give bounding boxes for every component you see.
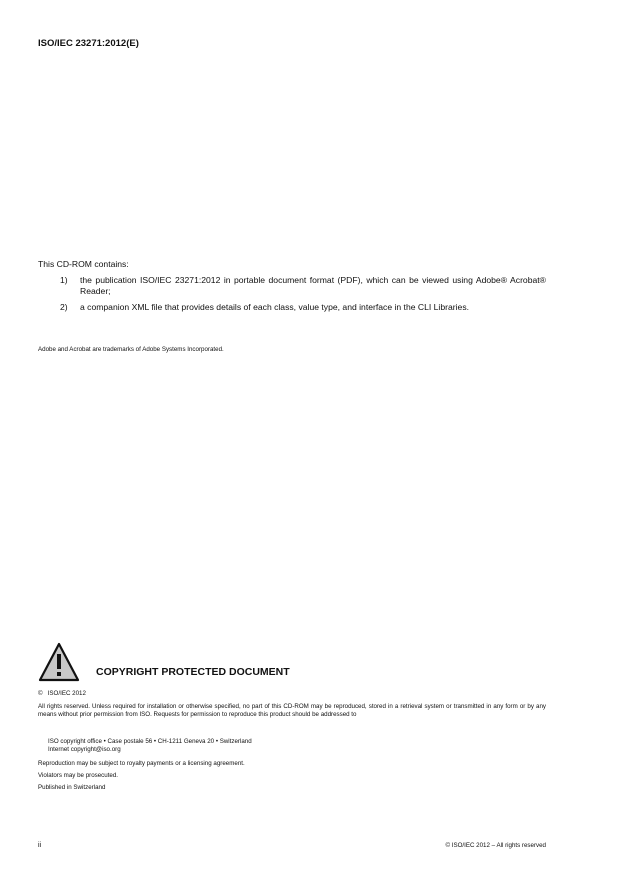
- royalty-text: Reproduction may be subject to royalty payments or a licensing agreement.: [38, 760, 245, 767]
- list-text: the publication ISO/IEC 23271:2012 in portable document format (PDF), which can be viewed using Adobe® Acrobat® Reader;: [80, 275, 546, 296]
- document-header: ISO/IEC 23271:2012(E): [38, 38, 139, 49]
- trademark-note: Adobe and Acrobat are trademarks of Adobe Systems Incorporated.: [38, 346, 224, 353]
- published-text: Published in Switzerland: [38, 784, 106, 791]
- warning-icon: [38, 642, 80, 682]
- office-address: ISO copyright office • Case postale 56 • CH-1211 Geneva 20 • Switzerland: [48, 738, 252, 745]
- rights-text: All rights reserved. Unless required for installation or otherwise specified, no part of this CD-ROM may be reproduced, stored in a retrieval system or transmitted in any form or by any means without prior permission from ISO. Requests for permission to reproduce this product should be addressed to: [38, 703, 546, 718]
- violators-text: Violators may be prosecuted.: [38, 772, 119, 779]
- internet-contact[interactable]: Internet copyright@iso.org: [48, 746, 121, 753]
- list-item: [38, 302, 546, 324]
- list-text: a companion XML file that provides details of each class, value type, and interface in the CLI Libraries.: [80, 302, 470, 312]
- copyright-heading: COPYRIGHT PROTECTED DOCUMENT: [96, 666, 290, 678]
- footer-rights: © ISO/IEC 2012 – All rights reserved: [445, 842, 546, 849]
- list-item: [38, 275, 546, 297]
- intro-text: This CD-ROM contains:: [38, 259, 129, 269]
- page-number: ii: [38, 842, 42, 849]
- list-number: 2): [60, 302, 68, 312]
- copyright-year: © ISO/IEC 2012: [38, 690, 86, 697]
- list-number: 1): [60, 275, 68, 285]
